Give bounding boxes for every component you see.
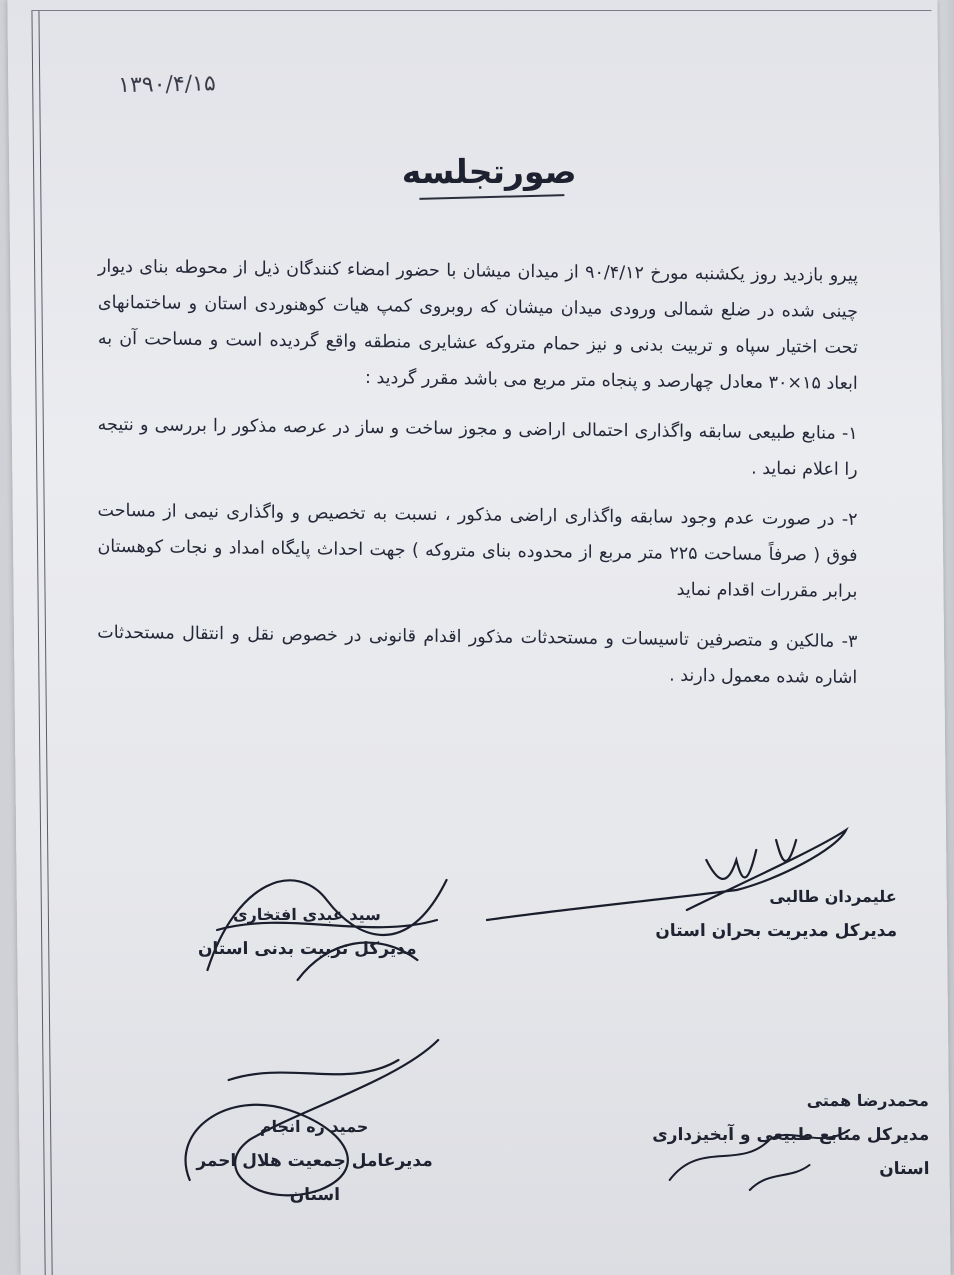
- signatory-title: مدیرکل تربیت بدنی استان: [197, 939, 417, 959]
- item-1: ۱- منابع طبیعی سابقه واگذاری احتمالی اراضی و مجوز ساخت و ساز در عرصه مذکور را بررسی و نتیجه را اعلام نماید .: [97, 414, 858, 480]
- document-body: [97, 249, 858, 696]
- document-date: ۱۳۹۰/۴/۱۵: [117, 71, 217, 99]
- signature-block-crisis: [637, 880, 898, 948]
- signature-block-red-crescent: [179, 1110, 450, 1212]
- signature-block-natural-resources: [619, 1084, 930, 1186]
- signatory-name: علیمردان طالبی: [769, 887, 897, 906]
- title-underline: [419, 194, 564, 200]
- item-3: ۳- مالکین و متصرفین تاسیسات و مستحدثات مذکور اقدام قانونی در خصوص نقل و انتقال مستحدثات اشاره شده معمول دارند .: [97, 622, 858, 688]
- signatory-title: مدیرکل منابع طبیعی و آبخیزداری استان: [652, 1125, 930, 1179]
- signatory-name: سید عبدی افتخاری: [232, 905, 381, 924]
- signature-block-sport: [197, 898, 418, 966]
- top-border-line: [31, 10, 931, 11]
- intro-paragraph: پیرو بازدید روز یکشنبه مورخ ۹۰/۴/۱۲ از میدان میشان با حضور امضاء کنندگان ذیل از محوطه بنای دیوار چینی شده در ضلع شمالی ورودی میدان میشان که روبروی کمپ هیات کوهنوردی استان و ساختمانهای تحت اختیار سپاه و تربیت بدنی و نیز حمام متروکه عشایری منطقه واقع گردیده است و مساحت آن به ابعاد ۱۵×۳۰ معادل چهارصد و پنجاه متر مربع می باشد مقرر گردید :: [97, 256, 859, 394]
- signatory-title: مدیرکل مدیریت بحران استان: [655, 921, 898, 941]
- signatory-name: محمدرضا همتی: [806, 1091, 929, 1110]
- signatory-title: مدیرعامل جمعیت هلال احمر استان: [196, 1151, 433, 1205]
- left-border-line: [31, 10, 52, 1275]
- document-page: [7, 0, 950, 1275]
- item-2: ۲- در صورت عدم وجود سابقه واگذاری اراضی مذکور ، نسبت به تخصیص و واگذاری نیمی از مساحت فوق ( صرفاً مساحت ۲۲۵ متر مربع از محدوده بنای متروکه ) جهت احداث پایگاه امداد و نجات کوهستان برابر مقررات اقدام نماید: [97, 500, 858, 602]
- document-title: صورتجلسه: [401, 152, 577, 191]
- signatory-name: حمید ره انجام: [259, 1117, 369, 1136]
